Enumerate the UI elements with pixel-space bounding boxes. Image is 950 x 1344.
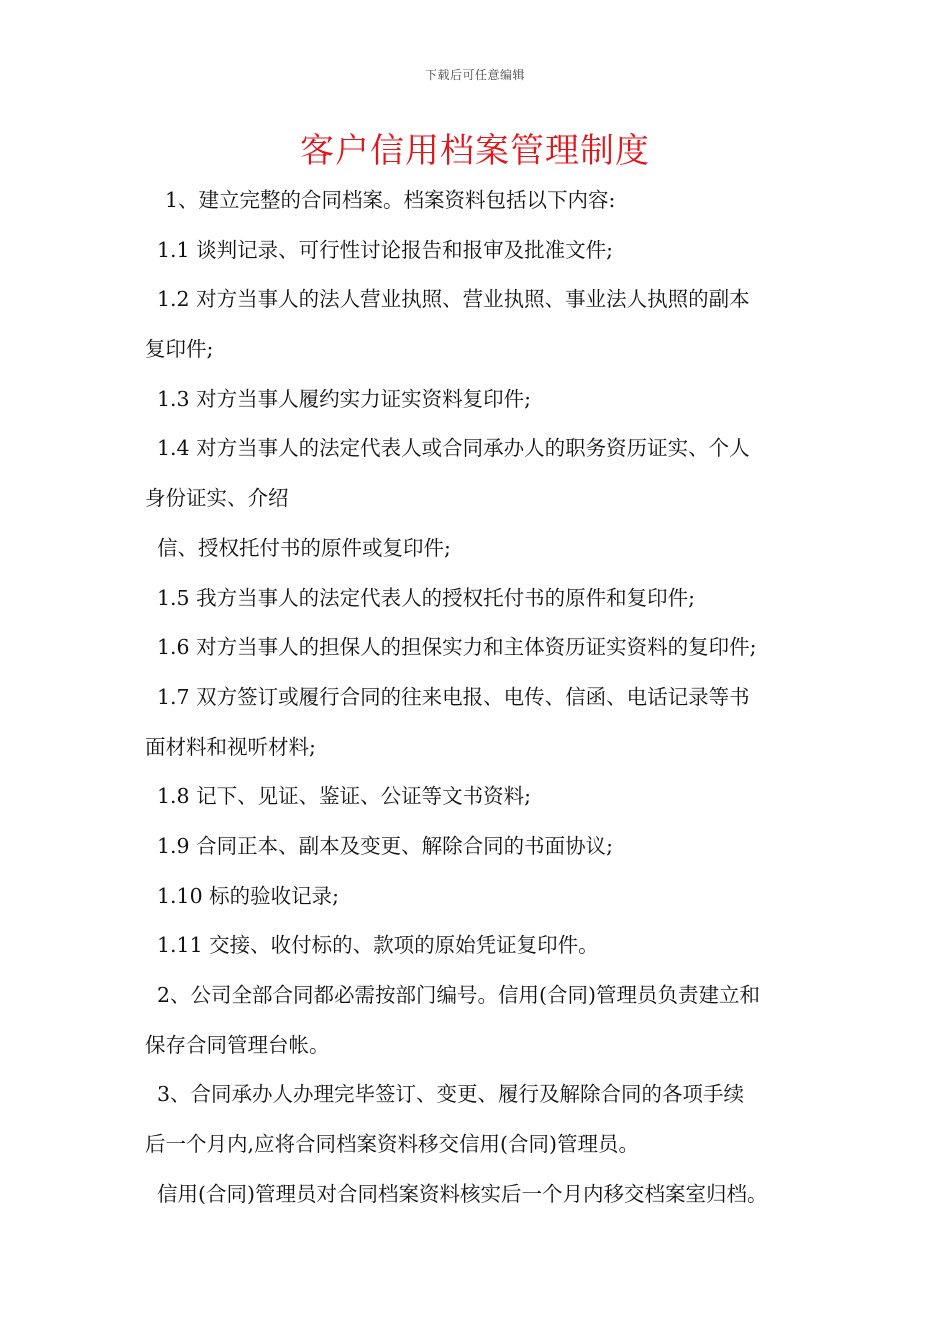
paragraph-line: 1.7 双方签订或履行合同的往来电报、电传、信函、电话记录等书 (157, 684, 750, 709)
document-title: 客户信用档案管理制度 (300, 131, 650, 171)
paragraph-line: 信用(合同)管理员对合同档案资料核实后一个月内移交档案室归档。 (157, 1181, 768, 1206)
document-body (145, 176, 825, 1219)
paragraph-line: 面材料和视听材料; (145, 734, 316, 759)
paragraph-line: 身份证实、介绍 (145, 486, 289, 511)
paragraph-line: 1.8 记下、见证、鉴证、公证等文书资料; (157, 784, 532, 809)
paragraph-line: 1.11 交接、收付标的、款项的原始凭证复印件。 (157, 933, 599, 958)
paragraph-line: 1.1 谈判记录、可行性讨论报告和报审及批准文件; (157, 237, 614, 262)
paragraph-line: 2、公司全部合同都必需按部门编号。信用(合同)管理员负责建立和 (157, 983, 761, 1007)
paragraph-line: 后一个月内,应将合同档案资料移交信用(合同)管理员。 (145, 1132, 640, 1157)
paragraph-line: 1、建立完整的合同档案。档案资料包括以下内容: (165, 188, 616, 212)
paragraph-line: 1.4 对方当事人的法定代表人或合同承办人的职务资历证实、个人 (157, 436, 750, 461)
paragraph-line: 复印件; (145, 337, 214, 362)
paragraph-line: 1.10 标的验收记录; (157, 883, 340, 908)
paragraph-line: 1.2 对方当事人的法人营业执照、营业执照、事业法人执照的副本 (157, 287, 750, 312)
header-note: 下载后可任意编辑 (424, 68, 525, 82)
paragraph-line: 保存合同管理台帐。 (145, 1032, 330, 1057)
paragraph-line: 3、合同承办人办理完毕签订、变更、履行及解除合同的各项手续 (157, 1082, 745, 1107)
paragraph-line: 1.9 合同正本、副本及变更、解除合同的书面协议; (157, 833, 614, 858)
paragraph-line: 1.5 我方当事人的法定代表人的授权托付书的原件和复印件; (157, 585, 696, 610)
paragraph-line: 1.3 对方当事人履约实力证实资料复印件; (157, 386, 532, 411)
paragraph-line: 1.6 对方当事人的担保人的担保实力和主体资历证实资料的复印件; (157, 635, 757, 660)
paragraph-line: 信、授权托付书的原件或复印件; (157, 535, 451, 560)
